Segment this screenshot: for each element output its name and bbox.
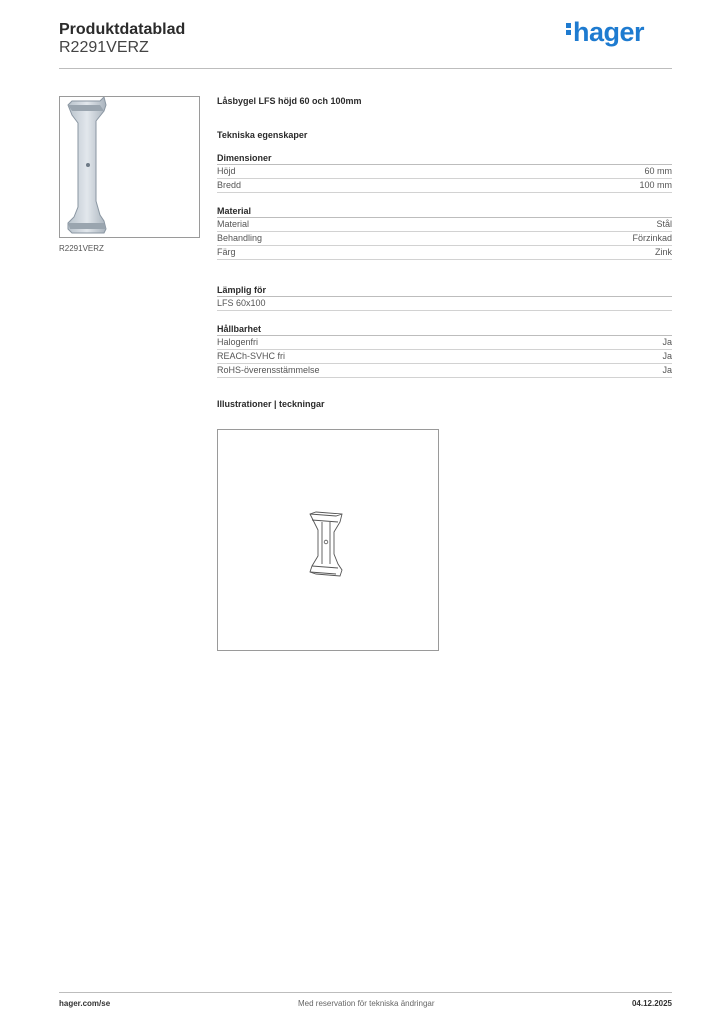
logo-text: hager [573,17,645,47]
section-sustainability-title: Hållbarhet [217,323,672,336]
photo-caption: R2291VERZ [59,244,104,253]
footer-disclaimer: Med reservation för tekniska ändringar [298,999,435,1008]
row-label: Material [217,219,250,229]
row-value: Ja [662,351,672,361]
row-label: Höjd [217,166,236,176]
table-row [217,364,672,378]
row-value: Stål [656,219,672,229]
table-row [217,218,672,232]
row-value: Zink [654,247,672,257]
row-label: REACh-SVHC fri [217,351,286,361]
properties-heading: Tekniska egenskaper [217,130,308,140]
section-material-title: Material [217,205,672,218]
footer-website-link[interactable]: hager.com/se [59,999,111,1008]
logo-dots-icon [566,21,571,37]
product-details [217,96,672,409]
header-divider [59,68,672,69]
bracket-photo-icon [60,97,199,237]
illustrations-heading: Illustrationer | teckningar [217,399,325,409]
illustration-drawing [217,429,439,651]
section-suitable-title: Lämplig för [217,284,672,297]
row-value: Förzinkad [632,233,672,243]
row-label: Behandling [217,233,263,243]
table-row [217,350,672,364]
row-label: Halogenfri [217,337,259,347]
row-value: 100 mm [639,180,672,190]
document-title: Produktdatablad [59,21,186,38]
row-value: Ja [662,365,672,375]
product-photo [59,96,200,238]
bracket-drawing-icon [218,430,438,650]
table-row [217,297,672,311]
footer-divider [59,992,672,993]
row-value: Ja [662,337,672,347]
table-row [217,165,672,179]
row-label: Bredd [217,180,242,190]
product-name: Låsbygel LFS höjd 60 och 100mm [217,96,362,106]
row-label: Färg [217,247,236,257]
table-row [217,336,672,350]
row-label: RoHS-överensstämmelse [217,365,320,375]
table-row [217,232,672,246]
product-code: R2291VERZ [59,39,149,56]
table-row [217,246,672,260]
row-value: 60 mm [644,166,672,176]
footer-date: 04.12.2025 [631,999,672,1008]
hager-logo [566,17,644,48]
table-row [217,179,672,193]
section-dimensions-title: Dimensioner [217,152,672,165]
row-label: LFS 60x100 [217,298,266,308]
